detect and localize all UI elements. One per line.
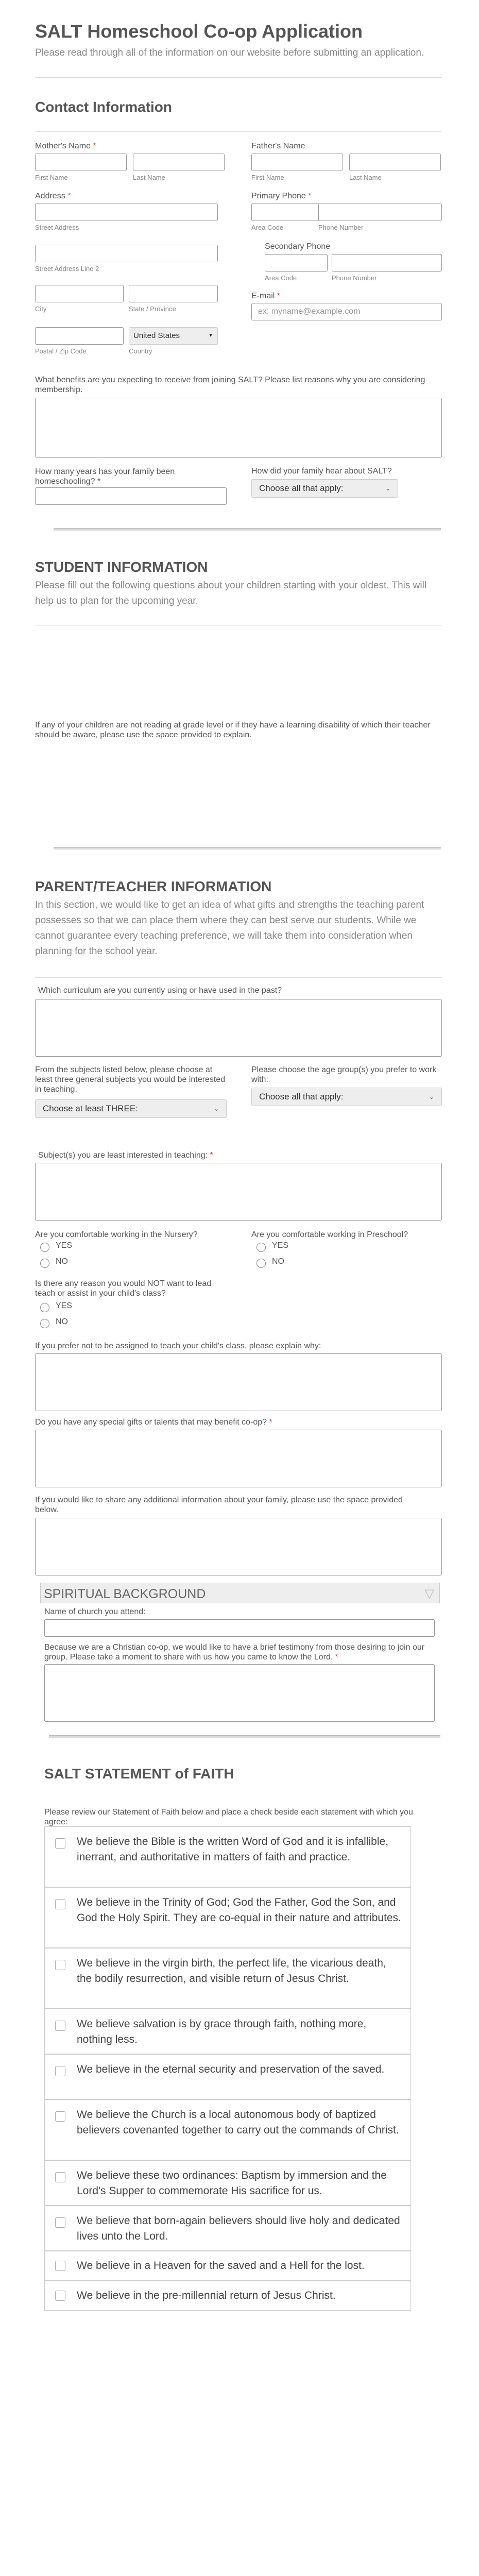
yes-label: YES bbox=[56, 1301, 73, 1310]
street-address-sublabel: Street Address bbox=[35, 224, 79, 231]
faith-statement-item[interactable]: We believe in a Heaven for the saved and a Hell for the lost. bbox=[44, 2251, 411, 2281]
faith-intro: Please review our Statement of Faith below and place a check beside each statement with which you agree: bbox=[44, 1808, 413, 1826]
divider bbox=[35, 77, 442, 78]
primary-phone-number-input[interactable] bbox=[318, 204, 442, 221]
testimony-question: Because we are a Christian co-op, we would like to have a brief testimony from those desiring to join our group. Please take a moment to share with us how you came to know the Lord. * bbox=[44, 1643, 425, 1662]
subjects-question: From the subjects listed below, please choose at least three general subjects you would be interested in teaching. bbox=[35, 1065, 226, 1094]
reading-disability-question: If any of your children are not reading at grade level or if they have a learning disability of which their teacher should be aware, please use the space provided to explain. bbox=[35, 721, 431, 739]
age-group-select[interactable]: Choose all that apply: ⌄ bbox=[251, 1088, 442, 1106]
church-question: Name of church you attend: bbox=[44, 1607, 146, 1616]
primary-phone-label: Primary Phone * bbox=[251, 192, 312, 200]
additional-info-textarea[interactable] bbox=[35, 1518, 442, 1575]
faith-statement-item[interactable]: We believe these two ordinances: Baptism by immersion and the Lord's Supper to commemorate His sacrifice for us. bbox=[44, 2160, 411, 2206]
country-sublabel: Country bbox=[129, 347, 152, 355]
father-last-name-input[interactable] bbox=[349, 154, 441, 171]
faith-statement-item[interactable]: We believe salvation is by grace through faith, nothing more, nothing less. bbox=[44, 2009, 411, 2054]
prefer-not-question: If you prefer not to be assigned to teach your child's class, please explain why: bbox=[35, 1342, 321, 1350]
divider bbox=[35, 131, 442, 132]
mother-name-label: Mother's Name * bbox=[35, 142, 96, 150]
mother-last-name-input[interactable] bbox=[133, 154, 225, 171]
address-label: Address * bbox=[35, 192, 71, 200]
hear-about-question: How did your family hear about SALT? bbox=[251, 467, 392, 476]
city-sublabel: City bbox=[35, 305, 47, 313]
spiritual-heading: SPIRITUAL BACKGROUND bbox=[44, 1587, 206, 1601]
faith-statement-item[interactable]: We believe in the pre-millennial return of Jesus Christ. bbox=[44, 2281, 411, 2311]
church-input[interactable] bbox=[44, 1619, 435, 1637]
section-divider bbox=[54, 847, 441, 850]
chevron-down-icon: ⌄ bbox=[429, 1093, 434, 1100]
yes-label: YES bbox=[56, 1241, 73, 1250]
father-name-label: Father's Name bbox=[251, 142, 305, 150]
benefits-question: What benefits are you expecting to receive from joining SALT? Please list reasons why you are considering membership. bbox=[35, 376, 425, 394]
faith-checkbox[interactable] bbox=[55, 1899, 65, 1909]
phone-number-sublabel: Phone Number bbox=[332, 274, 377, 282]
faith-checkbox[interactable] bbox=[55, 1838, 65, 1849]
street-address-2-input[interactable] bbox=[35, 245, 218, 262]
prefer-not-textarea[interactable] bbox=[35, 1353, 442, 1411]
faith-statement-item[interactable]: We believe that born-again believers should live holy and dedicated lives unto the Lord. bbox=[44, 2206, 411, 2251]
no-label: NO bbox=[56, 1257, 68, 1266]
nursery-no-radio[interactable] bbox=[40, 1259, 49, 1268]
last-name-sublabel: Last Name bbox=[133, 174, 165, 181]
faith-statement-item[interactable]: We believe in the Trinity of God; God the Father, God the Son, and God the Holy Spirit. They are co-equal in their nature and attributes. bbox=[44, 1887, 411, 1948]
area-code-sublabel: Area Code bbox=[251, 224, 284, 231]
faith-statement-item[interactable]: We believe in the eternal security and preservation of the saved. bbox=[44, 2054, 411, 2099]
state-input[interactable] bbox=[129, 285, 218, 302]
section-divider bbox=[49, 1735, 440, 1738]
father-first-name-input[interactable] bbox=[251, 154, 343, 171]
country-select[interactable]: United States ▼ bbox=[129, 327, 218, 345]
student-intro: Please fill out the following questions about your children starting with your oldest. This will help us to plan for the upcoming year. bbox=[35, 580, 427, 606]
spiritual-section-header[interactable] bbox=[40, 1583, 440, 1603]
no-label: NO bbox=[56, 1317, 68, 1326]
faith-checkbox[interactable] bbox=[55, 2291, 65, 2301]
no-label: NO bbox=[272, 1257, 284, 1266]
least-interested-textarea[interactable] bbox=[35, 1163, 442, 1221]
least-interested-question: Subject(s) you are least interested in teaching: * bbox=[38, 1151, 213, 1160]
nursery-question: Are you comfortable working in the Nursery? bbox=[35, 1230, 198, 1239]
years-homeschooling-question: How many years has your family been homeschooling? * bbox=[35, 467, 175, 486]
reason-question: Is there any reason you would NOT want to lead teach or assist in your child's class? bbox=[35, 1279, 212, 1298]
parent-intro: In this section, we would like to get an idea of what gifts and strengths the teaching parent possesses so that we can place them where they can best serve our students. While we cannot guarantee every teaching preference, we will take them into consideration when planning for the school year. bbox=[35, 900, 424, 957]
page-title: SALT Homeschool Co-op Application bbox=[35, 21, 363, 42]
first-name-sublabel: First Name bbox=[251, 174, 284, 181]
first-name-sublabel: First Name bbox=[35, 174, 68, 181]
faith-checkbox[interactable] bbox=[55, 2111, 65, 2122]
faith-checkbox[interactable] bbox=[55, 2217, 65, 2228]
preschool-question: Are you comfortable working in Preschool? bbox=[251, 1230, 408, 1239]
state-sublabel: State / Province bbox=[129, 305, 176, 313]
faith-checkbox[interactable] bbox=[55, 2172, 65, 2182]
curriculum-textarea[interactable] bbox=[35, 999, 442, 1057]
mother-first-name-input[interactable] bbox=[35, 154, 127, 171]
primary-area-code-input[interactable] bbox=[251, 204, 328, 221]
last-name-sublabel: Last Name bbox=[349, 174, 382, 181]
gifts-textarea[interactable] bbox=[35, 1430, 442, 1487]
faith-checkbox[interactable] bbox=[55, 2066, 65, 2076]
hear-about-select[interactable]: Choose all that apply: ⌄ bbox=[251, 479, 398, 498]
additional-info-question: If you would like to share any additional information about your family, please use the space provided below. bbox=[35, 1496, 403, 1514]
age-group-question: Please choose the age group(s) you prefer to work with: bbox=[251, 1065, 437, 1084]
contact-heading: Contact Information bbox=[35, 99, 172, 115]
benefits-textarea[interactable] bbox=[35, 398, 442, 457]
faith-checkbox[interactable] bbox=[55, 1960, 65, 1970]
preschool-yes-radio[interactable] bbox=[256, 1243, 266, 1252]
faith-heading: SALT STATEMENT of FAITH bbox=[44, 1766, 234, 1782]
parent-heading: PARENT/TEACHER INFORMATION bbox=[35, 878, 272, 894]
gifts-question: Do you have any special gifts or talents that may benefit co-op? * bbox=[35, 1418, 272, 1427]
secondary-phone-label: Secondary Phone bbox=[265, 242, 331, 251]
subjects-select[interactable]: Choose at least THREE: ⌄ bbox=[35, 1099, 227, 1118]
city-input[interactable] bbox=[35, 285, 124, 302]
secondary-area-code-input[interactable] bbox=[265, 254, 328, 272]
yes-label: YES bbox=[272, 1241, 289, 1250]
street-address-input[interactable] bbox=[35, 204, 218, 221]
section-divider bbox=[54, 528, 441, 531]
page-subtitle: Please read through all of the information on our website before submitting an application. bbox=[35, 47, 424, 58]
chevron-down-icon: ⌄ bbox=[385, 485, 390, 492]
secondary-phone-number-input[interactable] bbox=[332, 254, 442, 272]
street-address-2-sublabel: Street Address Line 2 bbox=[35, 265, 99, 273]
phone-number-sublabel: Phone Number bbox=[318, 224, 364, 231]
preschool-no-radio[interactable] bbox=[256, 1259, 266, 1268]
years-homeschooling-input[interactable] bbox=[35, 487, 227, 505]
postal-sublabel: Postal / Zip Code bbox=[35, 347, 87, 355]
divider bbox=[35, 977, 442, 978]
email-input[interactable]: ex: myname@example.com bbox=[251, 303, 442, 320]
reason-yes-radio[interactable] bbox=[40, 1303, 49, 1312]
student-heading: STUDENT INFORMATION bbox=[35, 559, 208, 575]
collapse-icon[interactable]: ▽ bbox=[424, 1587, 434, 1601]
faith-statement-item[interactable]: We believe the Church is a local autonomous body of baptized believers covenanted together to carry out the commands of Christ. bbox=[44, 2099, 411, 2160]
postal-code-input[interactable] bbox=[35, 327, 124, 345]
nursery-yes-radio[interactable] bbox=[40, 1243, 49, 1252]
email-label: E-mail * bbox=[251, 292, 281, 300]
faith-checkbox[interactable] bbox=[55, 2021, 65, 2031]
reason-no-radio[interactable] bbox=[40, 1319, 49, 1328]
testimony-textarea[interactable] bbox=[44, 1664, 435, 1722]
faith-statement-item[interactable]: We believe in the virgin birth, the perfect life, the vicarious death, the bodily resurrection, and visible return of Jesus Christ. bbox=[44, 1948, 411, 2009]
chevron-down-icon: ⌄ bbox=[213, 1105, 219, 1112]
faith-statement-item[interactable]: We believe the Bible is the written Word of God and it is infallible, inerrant, and authoritative in matters of faith and practice. bbox=[44, 1826, 411, 1887]
area-code-sublabel: Area Code bbox=[265, 274, 297, 282]
faith-checkbox[interactable] bbox=[55, 2261, 65, 2271]
curriculum-question: Which curriculum are you currently using or have used in the past? bbox=[38, 986, 282, 995]
